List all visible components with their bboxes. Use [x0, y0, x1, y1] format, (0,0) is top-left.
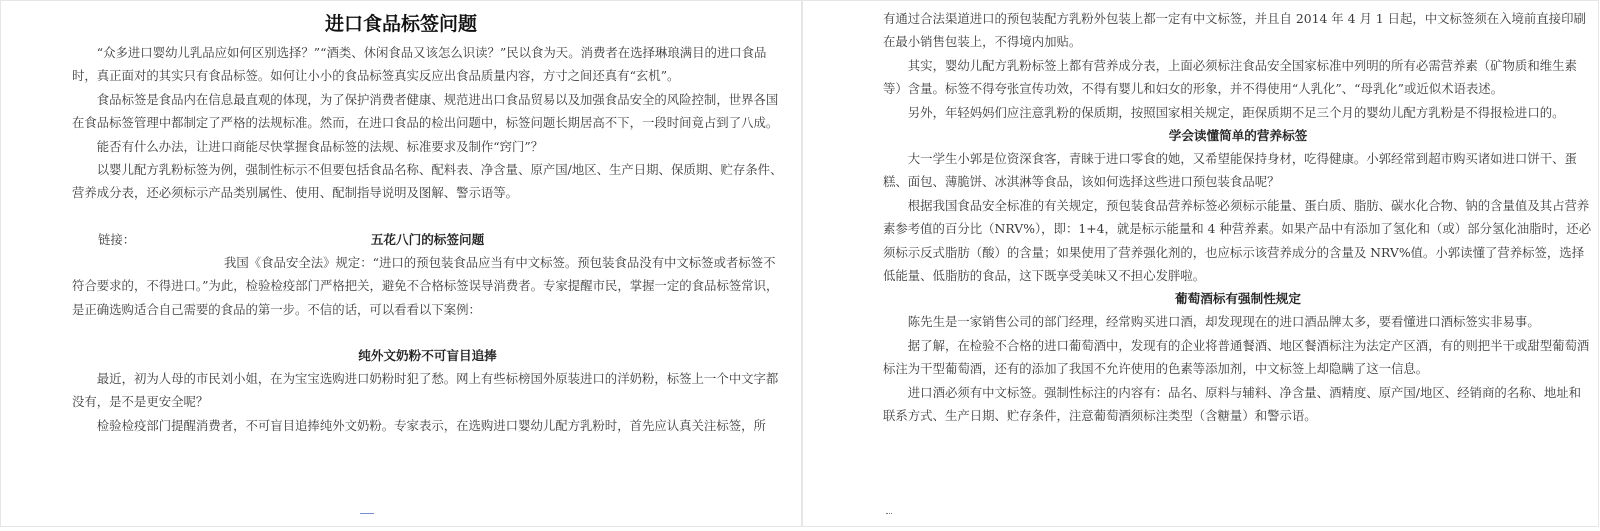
- section-paragraph: 检验检疫部门提醒消费者，不可盲目追捧纯外文奶粉。专家表示，在选购进口婴幼儿配方乳粉时，首先应认真关注标签，所: [96, 417, 766, 433]
- body-paragraph: 据了解，在检验不合格的进口葡萄酒中，发现有的企业将普通餐酒、地区餐酒标注为法定产区酒，有的则把半干或甜型葡萄酒标注为干型葡萄酒，还有的添加了我国不允许使用的色素等添加剂，中文标签上却隐瞒了这一信息。: [883, 337, 1590, 377]
- scan-mark: [886, 509, 892, 514]
- body-paragraph: 另外，年轻妈妈们应注意乳粉的保质期，按照国家相关规定，距保质期不足三个月的婴幼儿配方乳粉是不得报检进口的。: [907, 104, 1565, 120]
- continued-paragraph: 有通过合法渠道进口的预包装配方乳粉外包装上都一定有中文标签，并且自 2014 年 4 月 1 日起，中文标签须在入境前直接印刷在最小销售包装上，不得境内加贴。: [883, 11, 1586, 50]
- body-paragraph: 根据我国食品安全标准的有关规定，预包装食品营养标签必须标示能量、蛋白质、脂肪、碳水化合物、钠的含量值及其占营养素参考值的百分比（NRV%），即：1+4，就是标示能量和 4 种营养素。如果产品中有添加了氢化和（或）部分氢化油脂时，还必须标示反式脂肪（酸）的含量；如果使用了营养强化剂的，也应标示该营养成分的含量及 NRV%值。小郭读懂了营养标签，选择低能量、低脂肪的食品，这下既享受美味又不担心发胖啦。: [883, 197, 1592, 284]
- body-paragraph: 其实，婴幼儿配方乳粉标签上都有营养成分表，上面必须标注食品安全国家标准中列明的所有必需营养素（矿物质和维生素等）含量。标签不得夸张宣传功效，不得有婴儿和妇女的形象，并不得使用“人乳化”、“母乳化”或近似术语表述。: [883, 57, 1577, 97]
- intro-paragraph: “众多进口婴幼儿乳品应如何区别选择？”“酒类、休闲食品又该怎么识读？”民以食为天。消费者在选择琳琅满目的进口食品时，真正面对的其实只有食品标签。如何让小小的食品标签真实反应出食品质量内容，方寸之间还真有“玄机”。: [72, 45, 767, 84]
- spacer: [72, 205, 783, 228]
- scan-mark: [360, 509, 374, 514]
- spacer: [72, 321, 783, 344]
- body-paragraph: 进口酒必须有中文标签。强制性标注的内容有：品名、原料与辅料、净含量、酒精度、原产国/地区、经销商的名称、地址和联系方式、生产日期、贮存条件，注意葡萄酒须标注类型（含糖量）和警示语。: [883, 384, 1582, 424]
- body-paragraph: 大一学生小郭是位资深食客，青睐于进口零食的她，又希望能保持身材，吃得健康。小郭经常到超市购买诸如进口饼干、蛋糕、面包、薄脆饼、冰淇淋等食品，该如何选择这些进口预包装食品呢？: [883, 151, 1577, 190]
- section-heading: 学会读懂简单的营养标签: [1168, 128, 1308, 144]
- body-paragraph: 食品标签是食品内在信息最直观的体现，为了保护消费者健康、规范进出口食品贸易以及加强食品安全的风险控制，世界各国在食品标签管理中都制定了严格的法规标准。然而，在进口食品的检出问题中，标签问题长期居高不下，一段时间竟占到了八成。: [72, 91, 779, 131]
- link-row: [72, 228, 783, 251]
- body-paragraph: 以婴儿配方乳粉标签为例，强制性标示不但要包括食品名称、配料表、净含量、原产国/地区、生产日期、保质期、贮存条件、营养成分表，还必须标示产品类别属性、使用、配制指导说明及图解、警示语等。: [72, 162, 783, 201]
- section-heading: 纯外文奶粉不可盲目追捧: [358, 348, 497, 364]
- document-title: 进口食品标签问题: [324, 13, 477, 35]
- section-paragraph: 最近，初为人母的市民刘小姐，在为宝宝选购进口奶粉时犯了愁。网上有些标榜国外原装进口的洋奶粉，标签上一个中文字都没有，是不是更安全呢？: [72, 371, 779, 410]
- link-label: 链接：: [98, 231, 136, 247]
- section-heading: 五花八门的标签问题: [370, 231, 485, 247]
- section-paragraph: 我国《食品安全法》规定：“进口的预包装食品应当有中文标签。预包装食品没有中文标签或者标签不符合要求的，不得进口。”为此，检验检疫部门严格把关，避免不合格标签误导消费者。专家提醒市民，掌握一定的食品标签常识，是正确选购适合自己需要的食品的第一步。不信的话，可以看看以下案例：: [72, 254, 779, 317]
- left-body: [72, 41, 783, 437]
- right-body: [883, 7, 1593, 428]
- body-paragraph: 能否有什么办法，让进口商能尽快掌握食品标签的法规、标准要求及制作“窍门”？: [96, 138, 544, 154]
- body-paragraph: 陈先生是一家销售公司的部门经理，经常购买进口酒，却发现现在的进口酒品牌太多，要看懂进口酒标签实非易事。: [907, 314, 1540, 330]
- section-heading: 葡萄酒标有强制性规定: [1175, 291, 1301, 307]
- left-page: [0, 0, 802, 527]
